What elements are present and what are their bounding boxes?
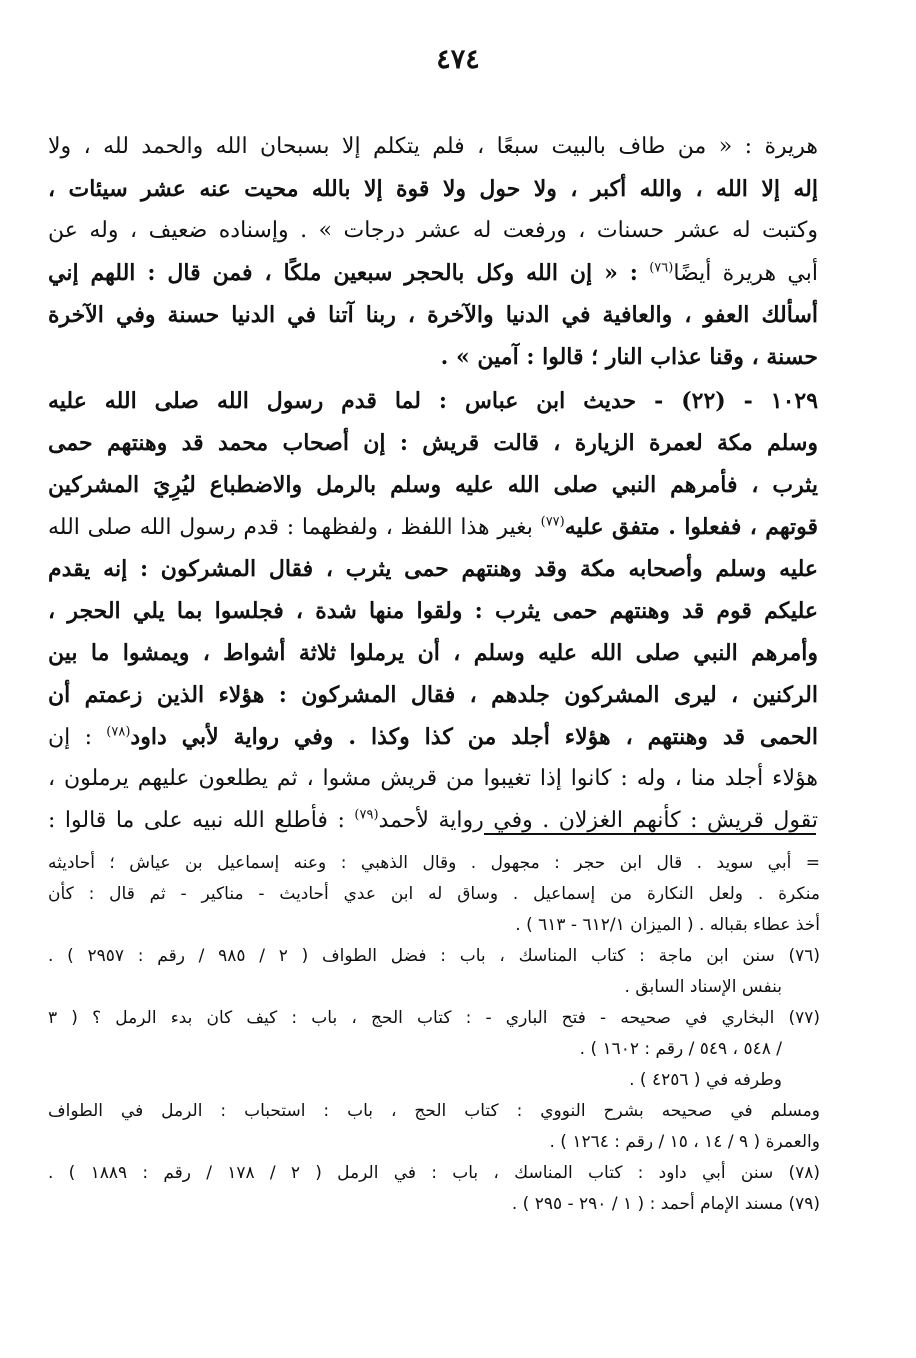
text-line: وسلم مكة لعمرة الزيارة ، قالت قريش : إن أصحاب محمد قد وهنتهم حمى [48,430,818,456]
footnote-ref-79: (٧٩) [354,807,379,823]
footnote-line: أخذ عطاء بقباله . ( الميزان ٦١٢/١ - ٦١٣ ) . [515,915,820,935]
text-line: إله إلا الله ، والله أكبر ، ولا حول ولا قوة إلا بالله محيت عنه عشر سيئات ، [48,176,818,202]
text-line: عليه وسلم وأصحابه مكة وقد وهنتهم حمى يثرب ، فقال المشركون : إنه يقدم [48,556,818,582]
paragraph-hadith-continuation [48,126,818,378]
footnote-line: / ٥٤٨ ، ٥٤٩ / رقم : ١٦٠٢ ) . [579,1039,782,1059]
text-line: عليكم قوم قد وهنتهم حمى يثرب : ولقوا منها شدة ، فجلسوا بما يلي الحجر ، [48,598,818,624]
footnote-ref-78: (٧٨) [106,724,131,740]
text-line: وكتبت له عشر حسنات ، ورفعت له عشر درجات » . وإسناده ضعيف ، وله عن [48,218,818,243]
text-line: الحمى قد وهنتهم ، هؤلاء أجلد من كذا وكذا . وفي رواية لأبي داود$^{(٧٨)}$ : إن [48,724,818,750]
paragraph-hadith-1029 [48,380,818,842]
footnote-76: (٧٦) سنن ابن ماجة : كتاب المناسك ، باب : فضل الطواف ( ٢ / ٩٨٥ / رقم : ٢٩٥٧ ) . [48,946,820,966]
text-line: تقول قريش : كأنهم الغزلان . وفي رواية لأحمد$^{(٧٩)}$ : فأطلع الله نبيه على ما قالوا : [48,807,818,833]
footnote-divider [484,833,816,835]
footnote-line: ومسلم في صحيحه بشرح النووي : كتاب الحج ، باب : استحباب : الرمل في الطواف [48,1101,820,1121]
footnote-ref-77: (٧٧) [540,514,565,530]
footnote-line: = أبي سويد . قال ابن حجر : مجهول . وقال الذهبي : وعنه إسماعيل بن عياش ؛ أحاديثه [48,853,820,873]
text-line: أبي هريرة أيضًا$^{(٧٦)}$ : « إن الله وكل بالحجر سبعين ملكًا ، فمن قال : اللهم إني [48,260,818,286]
hadith-heading-line: ١٠٢٩ - (٢٢) - حديث ابن عباس : لما قدم رسول الله صلى الله عليه [48,388,818,414]
footnote-78: (٧٨) سنن أبي داود : كتاب المناسك ، باب : في الرمل ( ٢ / ١٧٨ / رقم : ١٨٨٩ ) . [48,1163,820,1183]
footnote-line: والعمرة ( ٩ / ١٤ ، ١٥ / رقم : ١٢٦٤ ) . [549,1132,820,1152]
footnote-line: وطرفه في ( ٤٢٥٦ ) . [629,1070,782,1090]
text-line: أسألك العفو ، والعافية في الدنيا والآخرة ، ربنا آتنا في الدنيا حسنة وفي الآخرة [48,302,818,328]
text-line: وأمرهم النبي صلى الله عليه وسلم ، أن يرملوا ثلاثة أشواط ، ويمشوا ما بين [48,640,818,666]
text-line: قوتهم ، ففعلوا . متفق عليه$^{(٧٧)}$ بغير هذا اللفظ ، ولفظهما : قدم رسول الله صلى الله [48,514,818,540]
text-line: الركنين ، ليرى المشركون جلدهم ، فقال المشركون : هؤلاء الذين زعمتم أن [48,682,818,708]
text-line: حسنة ، وقنا عذاب النار ؛ قالوا : آمين » . [440,344,818,370]
footnote-line: منكرة . ولعل النكارة من إسماعيل . وساق له ابن عدي أحاديث - مناكير - ثم قال : كأن [48,884,820,904]
text-line: هؤلاء أجلد منا ، وله : كانوا إذا تغيبوا من قريش مشوا ، ثم يطلعون عليهم يرملون ، [48,766,818,791]
footnote-77: (٧٧) البخاري في صحيحه - فتح الباري - : كتاب الحج ، باب : كيف كان بدء الرمل ؟ ( ٣ [48,1008,820,1028]
page-number: ٤٧٤ [436,44,480,75]
footnote-ref-76: (٧٦) [649,260,674,276]
footnote-line: بنفس الإسناد السابق . [624,977,782,997]
footnotes-section [48,848,820,1220]
footnote-79: (٧٩) مسند الإمام أحمد : ( ١ / ٢٩٠ - ٢٩٥ ) . [511,1194,820,1214]
text-line: هريرة : « من طاف بالبيت سبعًا ، فلم يتكلم إلا بسبحان الله والحمد لله ، ولا [48,134,818,159]
text-line: يثرب ، فأمرهم النبي صلى الله عليه وسلم بالرمل والاضطباع ليُرِيَ المشركين [48,472,818,498]
